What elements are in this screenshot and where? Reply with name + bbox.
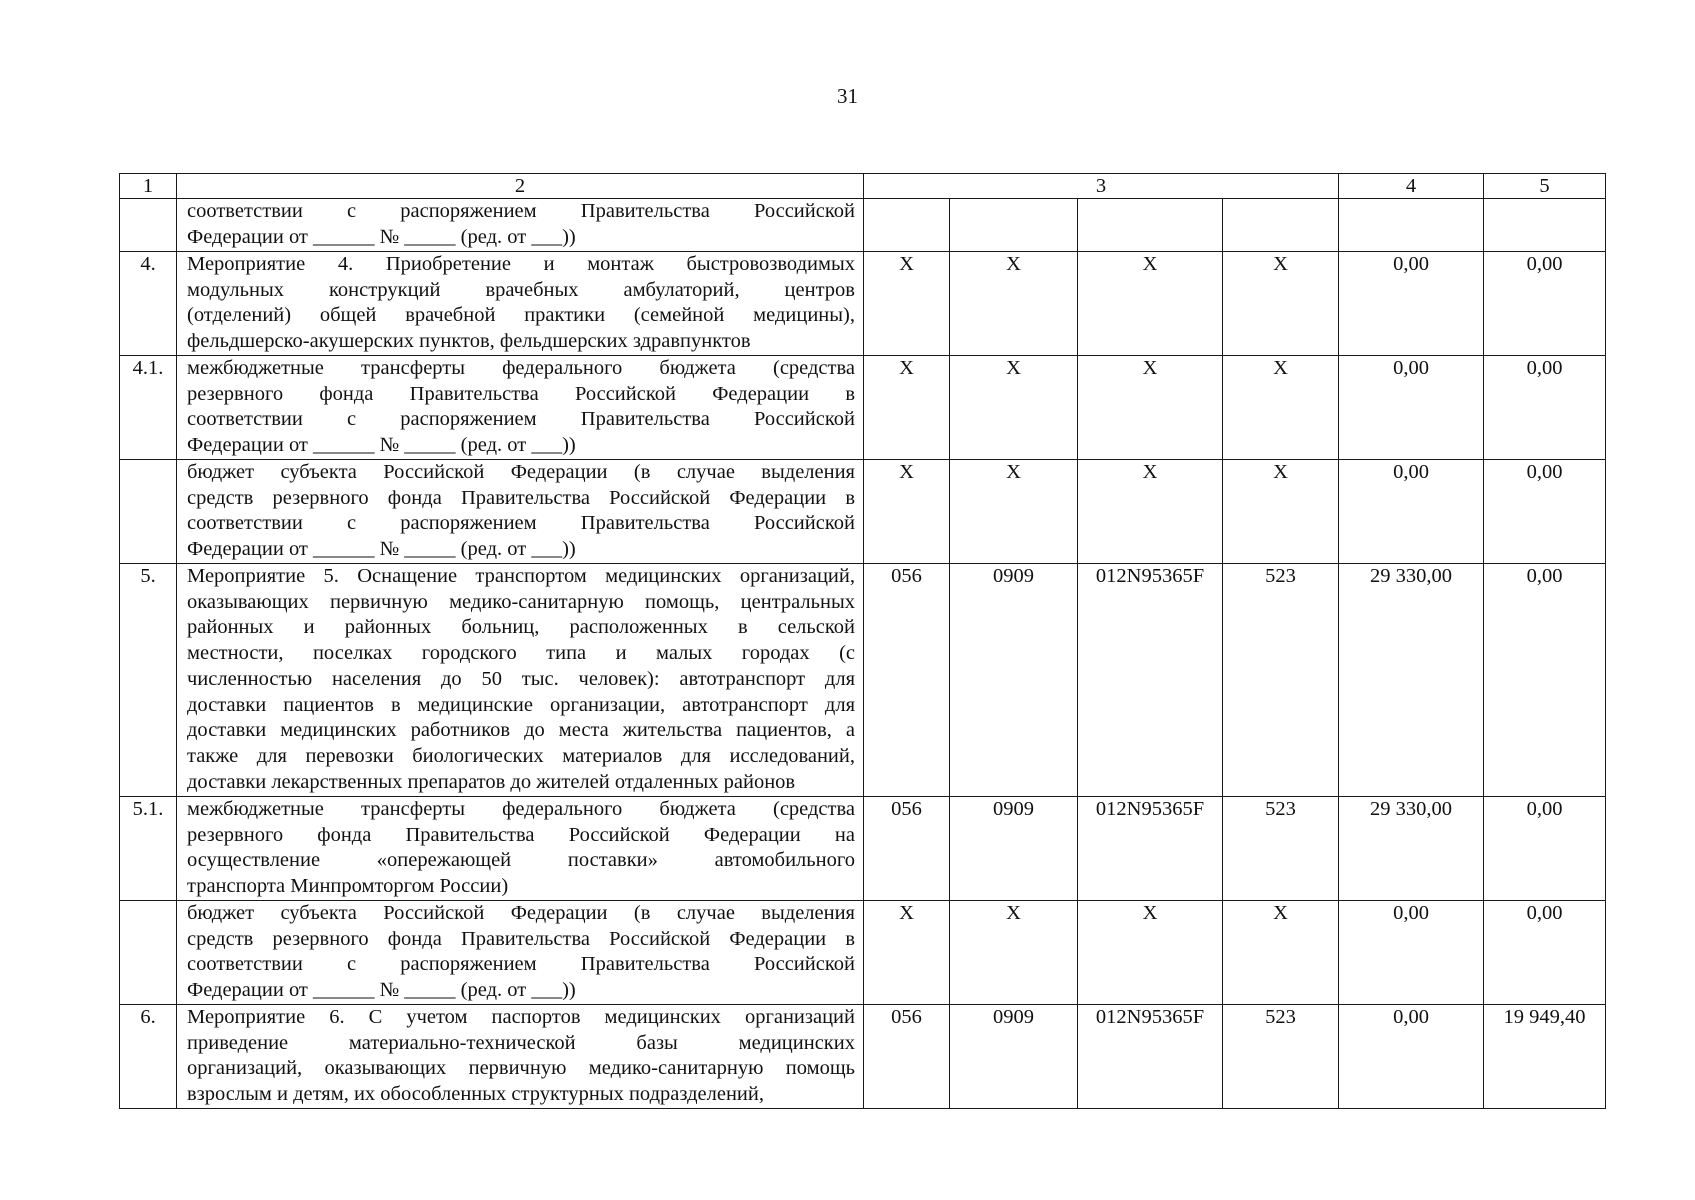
expense-type-cell: X bbox=[1223, 252, 1339, 356]
description-line: транспорта Минпромторгом России) bbox=[187, 875, 509, 898]
section-code-cell bbox=[950, 199, 1078, 252]
row-number: 6. bbox=[120, 1005, 177, 1109]
expense-type-cell bbox=[1223, 199, 1339, 252]
amount-col-4-cell: 0,00 bbox=[1339, 460, 1484, 564]
amount-col-4-cell: 0,00 bbox=[1339, 356, 1484, 460]
target-code-cell: 012N95365F bbox=[1078, 1005, 1223, 1109]
table-row bbox=[120, 199, 1606, 252]
description-line: Мероприятие 5. Оснащение транспортом медицинских организаций, bbox=[187, 565, 855, 587]
admin-code-cell: 056 bbox=[864, 1005, 950, 1109]
amount-col-4-cell: 29 330,00 bbox=[1339, 797, 1484, 901]
description-line: организаций, оказывающих первичную медико-санитарную помощь bbox=[187, 1057, 855, 1080]
description-line: бюджет субъекта Российской Федерации (в случае выделения bbox=[187, 902, 855, 924]
admin-code-cell: 056 bbox=[864, 797, 950, 901]
row-number: 5.1. bbox=[120, 797, 177, 901]
row-number: 4.1. bbox=[120, 356, 177, 460]
amount-col-5-cell bbox=[1484, 199, 1606, 252]
amount-col-4-cell: 0,00 bbox=[1339, 1005, 1484, 1109]
section-code-cell: 0909 bbox=[950, 564, 1078, 797]
row-number: 5. bbox=[120, 564, 177, 797]
description-line: соответствии с распоряжением Правительства Российской bbox=[187, 200, 855, 222]
description-line: численностью населения до 50 тыс. человек): автотранспорт для bbox=[187, 667, 855, 690]
description-line: Федерации от ______ № _____ (ред. от ___)) bbox=[187, 434, 576, 457]
expense-type-cell: X bbox=[1223, 460, 1339, 564]
description-line: соответствии с распоряжением Правительства Российской bbox=[187, 408, 855, 431]
description-line: взрослым и детям, их обособленных структурных подразделений, bbox=[187, 1083, 764, 1106]
row-description bbox=[177, 901, 864, 1005]
amount-col-5-cell: 0,00 bbox=[1484, 356, 1606, 460]
admin-code-cell: X bbox=[864, 356, 950, 460]
description-line: фельдшерско-акушерских пунктов, фельдшерских здравпунктов bbox=[187, 330, 751, 353]
table-row bbox=[120, 1005, 1606, 1109]
description-line: доставки лекарственных препаратов до жителей отдаленных районов bbox=[187, 770, 796, 793]
table-row bbox=[120, 356, 1606, 460]
page-number: 31 bbox=[837, 84, 858, 108]
table-row bbox=[120, 252, 1606, 356]
description-line: доставки медицинских работников до места жительства пациентов, а bbox=[187, 719, 855, 742]
row-description bbox=[177, 252, 864, 356]
description-line: резервного фонда Правительства Российской Федерации на bbox=[187, 823, 855, 846]
header-col-1: 1 bbox=[120, 174, 177, 199]
description-line: осуществление «опережающей поставки» автомобильного bbox=[187, 849, 855, 872]
row-number: 4. bbox=[120, 252, 177, 356]
amount-col-4-cell: 0,00 bbox=[1339, 252, 1484, 356]
description-line: доставки пациентов в медицинские организации, автотранспорт для bbox=[187, 693, 855, 716]
section-code-cell: X bbox=[950, 356, 1078, 460]
target-code-cell: 012N95365F bbox=[1078, 797, 1223, 901]
row-number bbox=[120, 901, 177, 1005]
row-description bbox=[177, 1005, 864, 1109]
amount-col-5-cell: 0,00 bbox=[1484, 252, 1606, 356]
budget-table bbox=[119, 173, 1606, 1109]
row-description bbox=[177, 797, 864, 901]
table-row bbox=[120, 564, 1606, 797]
description-line: (отделений) общей врачебной практики (семейной медицины), bbox=[187, 304, 855, 327]
section-code-cell: X bbox=[950, 901, 1078, 1005]
description-line: Мероприятие 6. С учетом паспортов медицинских организаций bbox=[187, 1006, 855, 1028]
section-code-cell: 0909 bbox=[950, 1005, 1078, 1109]
header-col-5: 5 bbox=[1484, 174, 1606, 199]
description-line: средств резервного фонда Правительства Российской Федерации в bbox=[187, 927, 855, 950]
description-line: соответствии с распоряжением Правительства Российской bbox=[187, 512, 855, 535]
target-code-cell: 012N95365F bbox=[1078, 564, 1223, 797]
expense-type-cell: 523 bbox=[1223, 564, 1339, 797]
description-line: межбюджетные трансферты федерального бюджета (средства bbox=[187, 798, 855, 820]
table-row bbox=[120, 797, 1606, 901]
header-row bbox=[120, 174, 1606, 199]
target-code-cell: X bbox=[1078, 356, 1223, 460]
admin-code-cell: X bbox=[864, 460, 950, 564]
expense-type-cell: 523 bbox=[1223, 1005, 1339, 1109]
description-line: Мероприятие 4. Приобретение и монтаж быстровозводимых bbox=[187, 253, 855, 275]
amount-col-5-cell: 0,00 bbox=[1484, 797, 1606, 901]
description-line: также для перевозки биологических материалов для исследований, bbox=[187, 744, 855, 767]
description-line: модульных конструкций врачебных амбулаторий, центров bbox=[187, 278, 855, 301]
description-line: Федерации от ______ № _____ (ред. от ___)) bbox=[187, 979, 576, 1002]
description-line: бюджет субъекта Российской Федерации (в случае выделения bbox=[187, 461, 855, 483]
admin-code-cell: 056 bbox=[864, 564, 950, 797]
description-line: местности, поселках городского типа и малых городах (с bbox=[187, 642, 855, 665]
target-code-cell: X bbox=[1078, 252, 1223, 356]
row-description bbox=[177, 564, 864, 797]
row-description bbox=[177, 460, 864, 564]
amount-col-4-cell: 0,00 bbox=[1339, 901, 1484, 1005]
target-code-cell: X bbox=[1078, 901, 1223, 1005]
description-line: соответствии с распоряжением Правительства Российской bbox=[187, 953, 855, 976]
row-number bbox=[120, 199, 177, 252]
amount-col-5-cell: 0,00 bbox=[1484, 460, 1606, 564]
description-line: резервного фонда Правительства Российской Федерации в bbox=[187, 382, 855, 405]
description-line: средств резервного фонда Правительства Российской Федерации в bbox=[187, 486, 855, 509]
amount-col-5-cell: 19 949,40 bbox=[1484, 1005, 1606, 1109]
amount-col-4-cell bbox=[1339, 199, 1484, 252]
row-number bbox=[120, 460, 177, 564]
row-description bbox=[177, 356, 864, 460]
amount-col-5-cell: 0,00 bbox=[1484, 564, 1606, 797]
table-row bbox=[120, 460, 1606, 564]
header-col-3: 3 bbox=[864, 174, 1339, 199]
admin-code-cell: X bbox=[864, 901, 950, 1005]
target-code-cell bbox=[1078, 199, 1223, 252]
expense-type-cell: X bbox=[1223, 901, 1339, 1005]
description-line: приведение материально-технической базы медицинских bbox=[187, 1031, 855, 1054]
header-col-4: 4 bbox=[1339, 174, 1484, 199]
section-code-cell: X bbox=[950, 252, 1078, 356]
row-description bbox=[177, 199, 864, 252]
target-code-cell: X bbox=[1078, 460, 1223, 564]
description-line: Федерации от ______ № _____ (ред. от ___)) bbox=[187, 225, 576, 248]
description-line: Федерации от ______ № _____ (ред. от ___)) bbox=[187, 538, 576, 561]
table-row bbox=[120, 901, 1606, 1005]
description-line: районных и районных больниц, расположенных в сельской bbox=[187, 616, 855, 639]
expense-type-cell: 523 bbox=[1223, 797, 1339, 901]
section-code-cell: X bbox=[950, 460, 1078, 564]
admin-code-cell bbox=[864, 199, 950, 252]
amount-col-4-cell: 29 330,00 bbox=[1339, 564, 1484, 797]
admin-code-cell: X bbox=[864, 252, 950, 356]
header-col-2: 2 bbox=[177, 174, 864, 199]
description-line: оказывающих первичную медико-санитарную помощь, центральных bbox=[187, 590, 855, 613]
amount-col-5-cell: 0,00 bbox=[1484, 901, 1606, 1005]
expense-type-cell: X bbox=[1223, 356, 1339, 460]
description-line: межбюджетные трансферты федерального бюджета (средства bbox=[187, 357, 855, 379]
section-code-cell: 0909 bbox=[950, 797, 1078, 901]
